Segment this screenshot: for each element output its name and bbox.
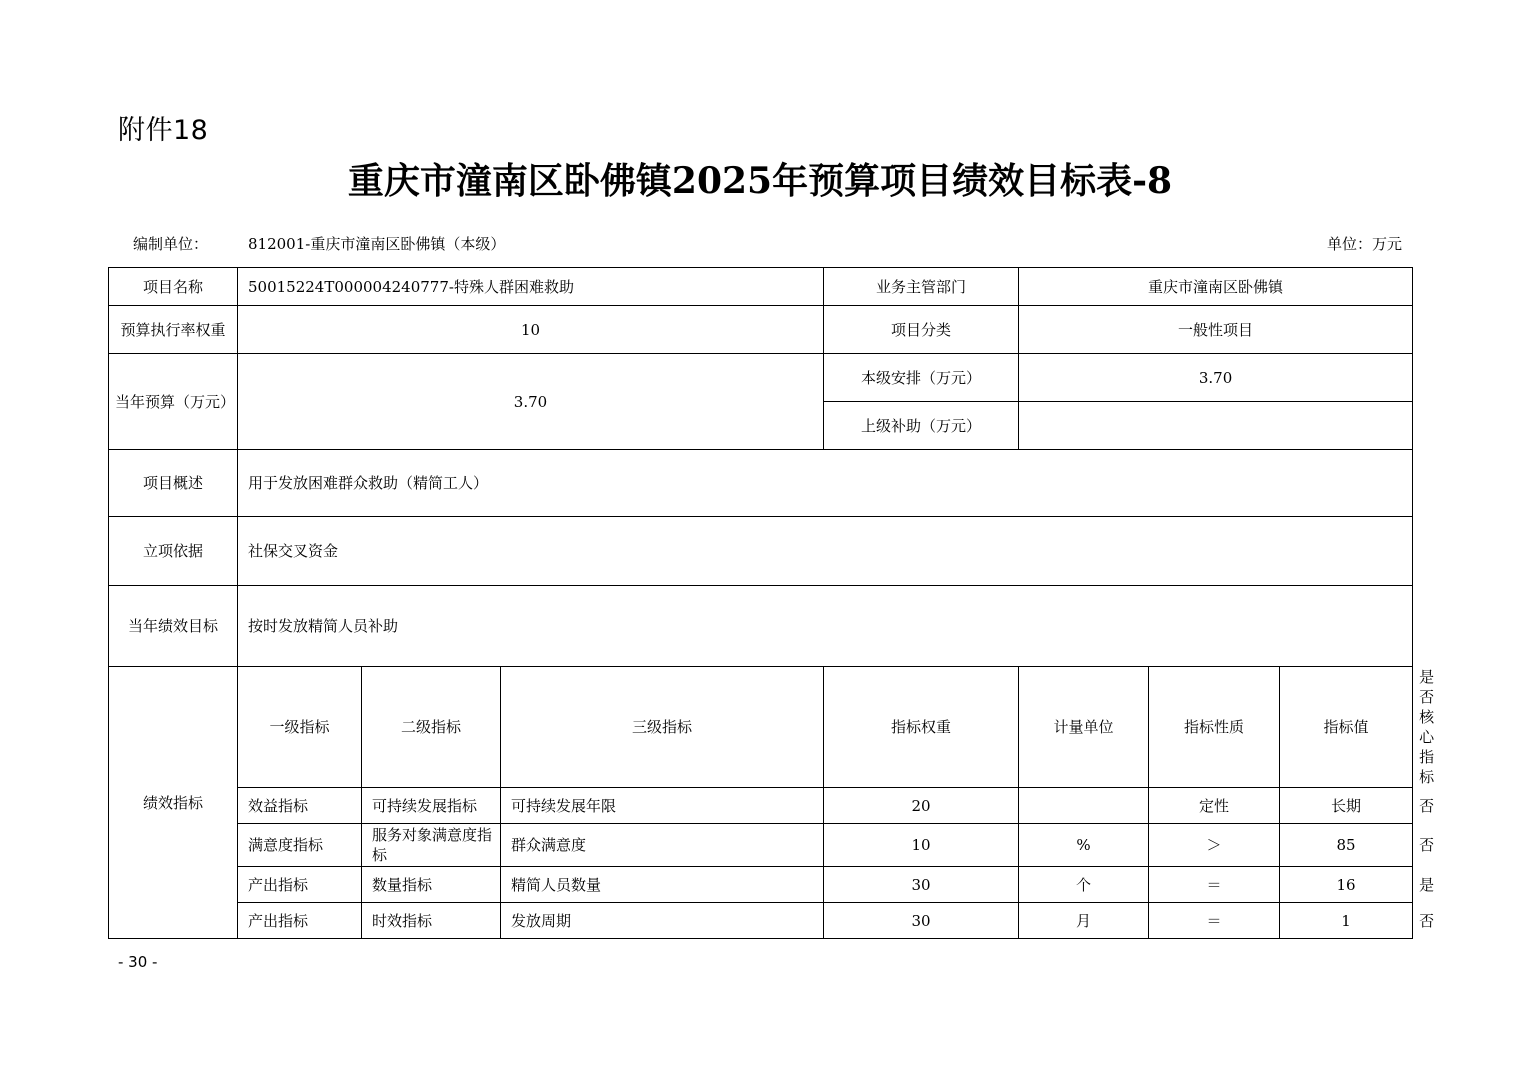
weight-label: 预算执行率权重: [109, 306, 238, 354]
dept-label: 业务主管部门: [824, 268, 1019, 306]
indicator-value: 85: [1280, 824, 1413, 867]
indicator-unit: 个: [1019, 867, 1149, 903]
indicator-level2: 时效指标: [362, 903, 501, 939]
dept-value: 重庆市潼南区卧佛镇: [1019, 268, 1413, 306]
indicator-row: 产出指标 时效指标 发放周期 30 月 ＝ 1 否: [109, 903, 1413, 939]
project-name-value: 50015224T000004240777-特殊人群困难救助: [238, 268, 824, 306]
indicator-header: 指标性质: [1149, 667, 1280, 788]
goal-value: 按时发放精简人员补助: [238, 586, 1413, 667]
indicator-level2: 数量指标: [362, 867, 501, 903]
indicator-weight: 20: [824, 788, 1019, 824]
page-title: 重庆市潼南区卧佛镇2025年预算项目绩效目标表-8: [347, 160, 1173, 202]
overview-label: 项目概述: [109, 450, 238, 517]
performance-target-table: [108, 267, 1435, 939]
indicator-level1: 满意度指标: [238, 824, 362, 867]
indicator-header: 指标值: [1280, 667, 1413, 788]
indicator-header: 三级指标: [501, 667, 824, 788]
indicator-value: 16: [1280, 867, 1413, 903]
row-basis: [109, 517, 1413, 586]
indicator-row: 满意度指标 服务对象满意度指标 群众满意度 10 % ＞ 85 否: [109, 824, 1413, 867]
row-overview: [109, 450, 1413, 517]
upper-funding-value: [1019, 402, 1413, 450]
indicator-level2: 可持续发展指标: [362, 788, 501, 824]
attachment-label: 附件18: [118, 115, 209, 146]
compiling-unit-value: 812001-重庆市潼南区卧佛镇（本级）: [248, 235, 506, 253]
indicator-weight: 30: [824, 867, 1019, 903]
indicator-level3: 精简人员数量: [501, 867, 824, 903]
indicator-row: 效益指标 可持续发展指标 可持续发展年限 20 定性 长期 否: [109, 788, 1413, 824]
indicator-value: 1: [1280, 903, 1413, 939]
indicator-unit: %: [1019, 824, 1149, 867]
overview-value: 用于发放困难群众救助（精简工人）: [238, 450, 1413, 517]
indicator-nature: ＝: [1149, 867, 1280, 903]
local-funding-value: 3.70: [1019, 354, 1413, 402]
row-goal: [109, 586, 1413, 667]
category-label: 项目分类: [824, 306, 1019, 354]
row-budget: [109, 354, 1413, 402]
project-name-label: 项目名称: [109, 268, 238, 306]
indicator-level1: 产出指标: [238, 903, 362, 939]
indicator-level3: 发放周期: [501, 903, 824, 939]
indicator-weight: 30: [824, 903, 1019, 939]
row-weight: [109, 306, 1413, 354]
indicator-level2: 服务对象满意度指标: [362, 824, 501, 867]
goal-label: 当年绩效目标: [109, 586, 238, 667]
weight-value: 10: [238, 306, 824, 354]
row-project-name: [109, 268, 1413, 306]
indicator-unit: 月: [1019, 903, 1149, 939]
budget-value: 3.70: [238, 354, 824, 450]
page-number: - 30 -: [118, 953, 158, 971]
upper-funding-label: 上级补助（万元）: [824, 402, 1019, 450]
indicator-header-row: 绩效指标 一级指标 二级指标 三级指标 指标权重 计量单位 指标性质 指标值 是否核心指标: [109, 667, 1413, 788]
indicator-level1: 效益指标: [238, 788, 362, 824]
budget-label: 当年预算（万元）: [109, 354, 238, 450]
indicator-header: 计量单位: [1019, 667, 1149, 788]
indicator-weight: 10: [824, 824, 1019, 867]
indicator-header: 指标权重: [824, 667, 1019, 788]
currency-unit: 单位：万元: [1326, 235, 1402, 253]
indicator-nature: ＞: [1149, 824, 1280, 867]
indicator-row: 产出指标 数量指标 精简人员数量 30 个 ＝ 16 是: [109, 867, 1413, 903]
indicator-level3: 群众满意度: [501, 824, 824, 867]
indicator-unit: [1019, 788, 1149, 824]
indicator-level3: 可持续发展年限: [501, 788, 824, 824]
indicator-nature: ＝: [1149, 903, 1280, 939]
indicator-header: 一级指标: [238, 667, 362, 788]
category-value: 一般性项目: [1019, 306, 1413, 354]
local-funding-label: 本级安排（万元）: [824, 354, 1019, 402]
indicator-level1: 产出指标: [238, 867, 362, 903]
basis-label: 立项依据: [109, 517, 238, 586]
indicator-nature: 定性: [1149, 788, 1280, 824]
basis-value: 社保交叉资金: [238, 517, 1413, 586]
compiling-unit-label: 编制单位：: [133, 235, 209, 253]
indicator-header: 二级指标: [362, 667, 501, 788]
indicator-value: 长期: [1280, 788, 1413, 824]
indicators-label: 绩效指标: [109, 667, 238, 939]
